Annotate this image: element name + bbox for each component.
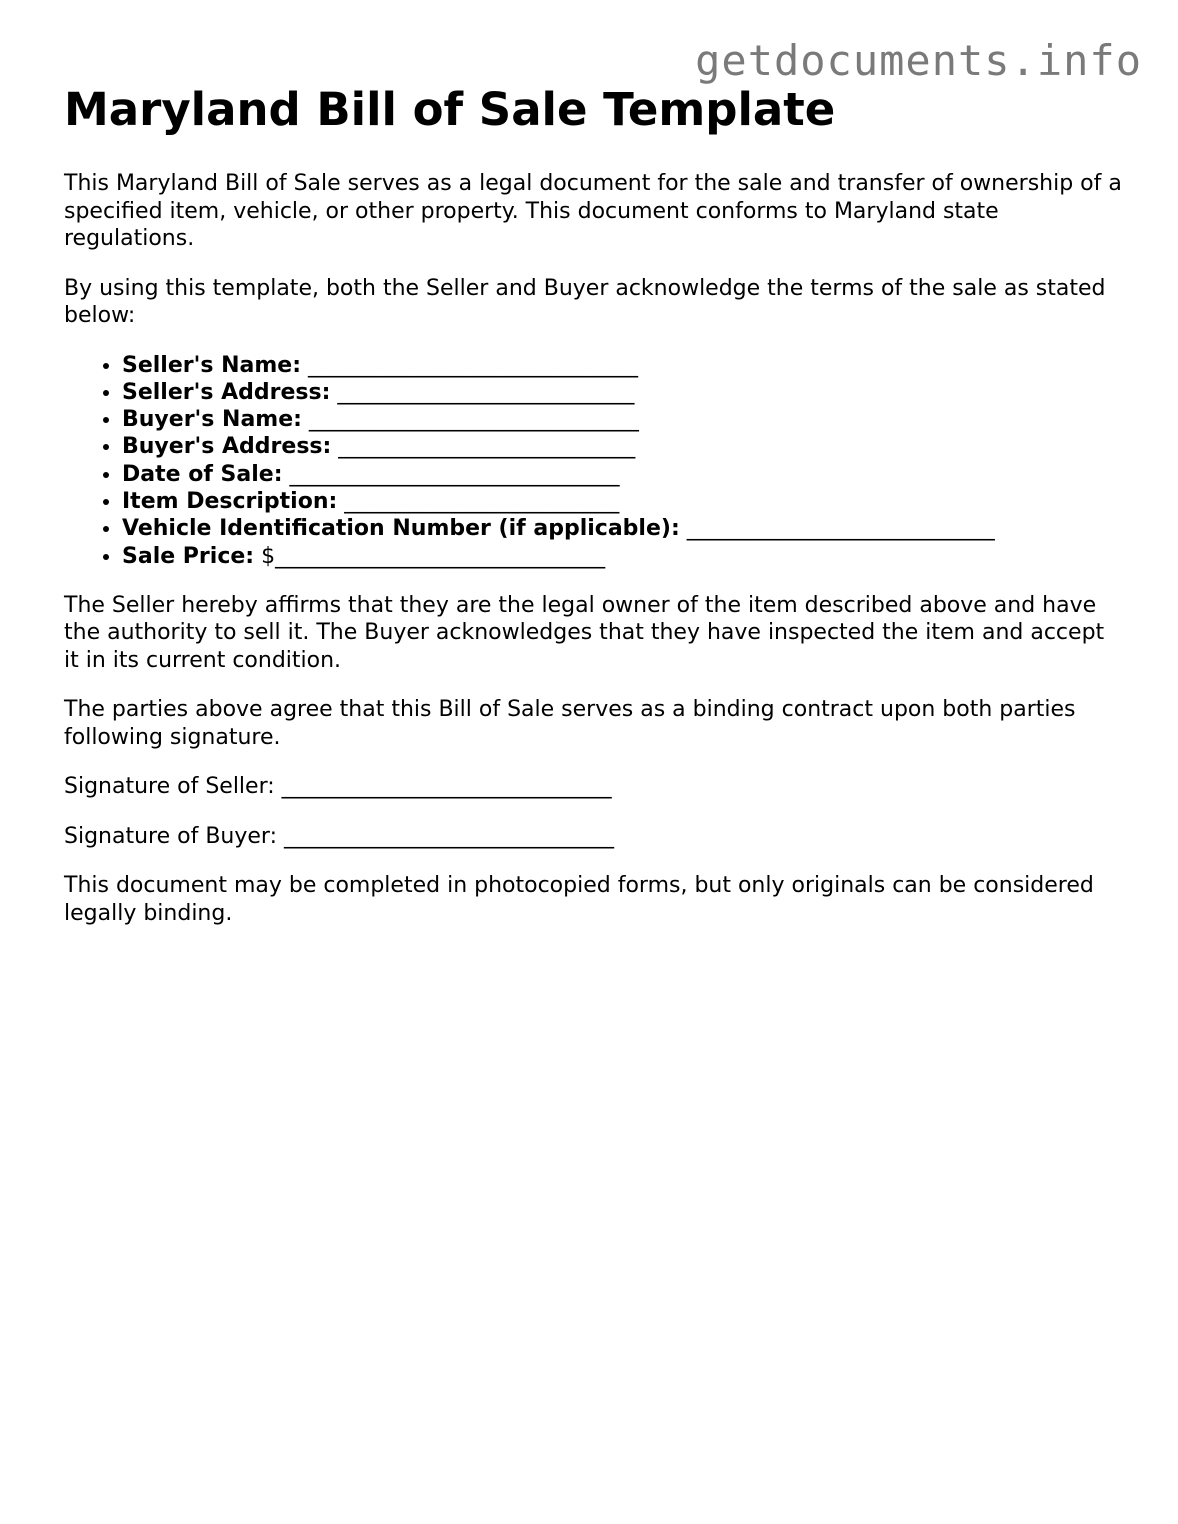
- field-label: Buyer's Name:: [122, 407, 302, 433]
- page-title: Maryland Bill of Sale Template: [64, 83, 836, 136]
- footer-paragraph: This document may be completed in photocopied forms, but only originals can be considered legally binding.: [64, 873, 1094, 926]
- field-label: Item Description:: [122, 488, 338, 514]
- list-item-sale-price: [122, 543, 1124, 570]
- intro-paragraph: This Maryland Bill of Sale serves as a legal document for the sale and transfer of ownership of a specified item, vehicle, or other property. This document conforms to Maryland state regulations.: [64, 171, 1122, 251]
- list-item-vin: [122, 515, 1124, 542]
- field-label: Vehicle Identification Number (if applicable):: [122, 516, 680, 542]
- affirm-paragraph: The Seller hereby affirms that they are the legal owner of the item described above and have the authority to sell it. The Buyer acknowledges that they have inspected the item and accept it in its current condition.: [64, 592, 1105, 673]
- field-label: Date of Sale:: [122, 461, 283, 487]
- field-label: Seller's Address:: [122, 379, 331, 405]
- field-label: Seller's Name:: [122, 352, 302, 378]
- binding-paragraph: The parties above agree that this Bill of Sale serves as a binding contract upon both parties following signature.: [64, 697, 1076, 750]
- signature-seller-line: Signature of Seller: ______________________________: [64, 774, 612, 800]
- list-item-sellers-address: [122, 379, 1124, 406]
- watermark: getdocuments.info: [695, 36, 1142, 85]
- field-blank: ______________________________: [282, 461, 620, 487]
- field-blank: ____________________________: [679, 516, 995, 542]
- list-item-buyers-name: [122, 406, 1124, 433]
- document-page: [64, 78, 1124, 927]
- list-item-item-description: [122, 488, 1124, 515]
- field-blank: _________________________: [337, 488, 620, 514]
- sale-fields-list: [64, 352, 1124, 570]
- list-item-buyers-address: [122, 433, 1124, 460]
- field-blank: ______________________________: [301, 407, 639, 433]
- field-blank: $______________________________: [254, 543, 606, 569]
- field-label: Sale Price:: [122, 543, 255, 569]
- field-blank: ___________________________: [330, 379, 635, 405]
- list-item-date-of-sale: [122, 461, 1124, 488]
- field-blank: ______________________________: [301, 352, 639, 378]
- field-blank: ___________________________: [331, 434, 636, 460]
- field-label: Buyer's Address:: [122, 434, 332, 460]
- signature-buyer-line: Signature of Buyer: ______________________________: [64, 823, 614, 849]
- list-item-sellers-name: [122, 352, 1124, 379]
- acknowledge-paragraph: By using this template, both the Seller and Buyer acknowledge the terms of the sale as stated below:: [64, 275, 1106, 328]
